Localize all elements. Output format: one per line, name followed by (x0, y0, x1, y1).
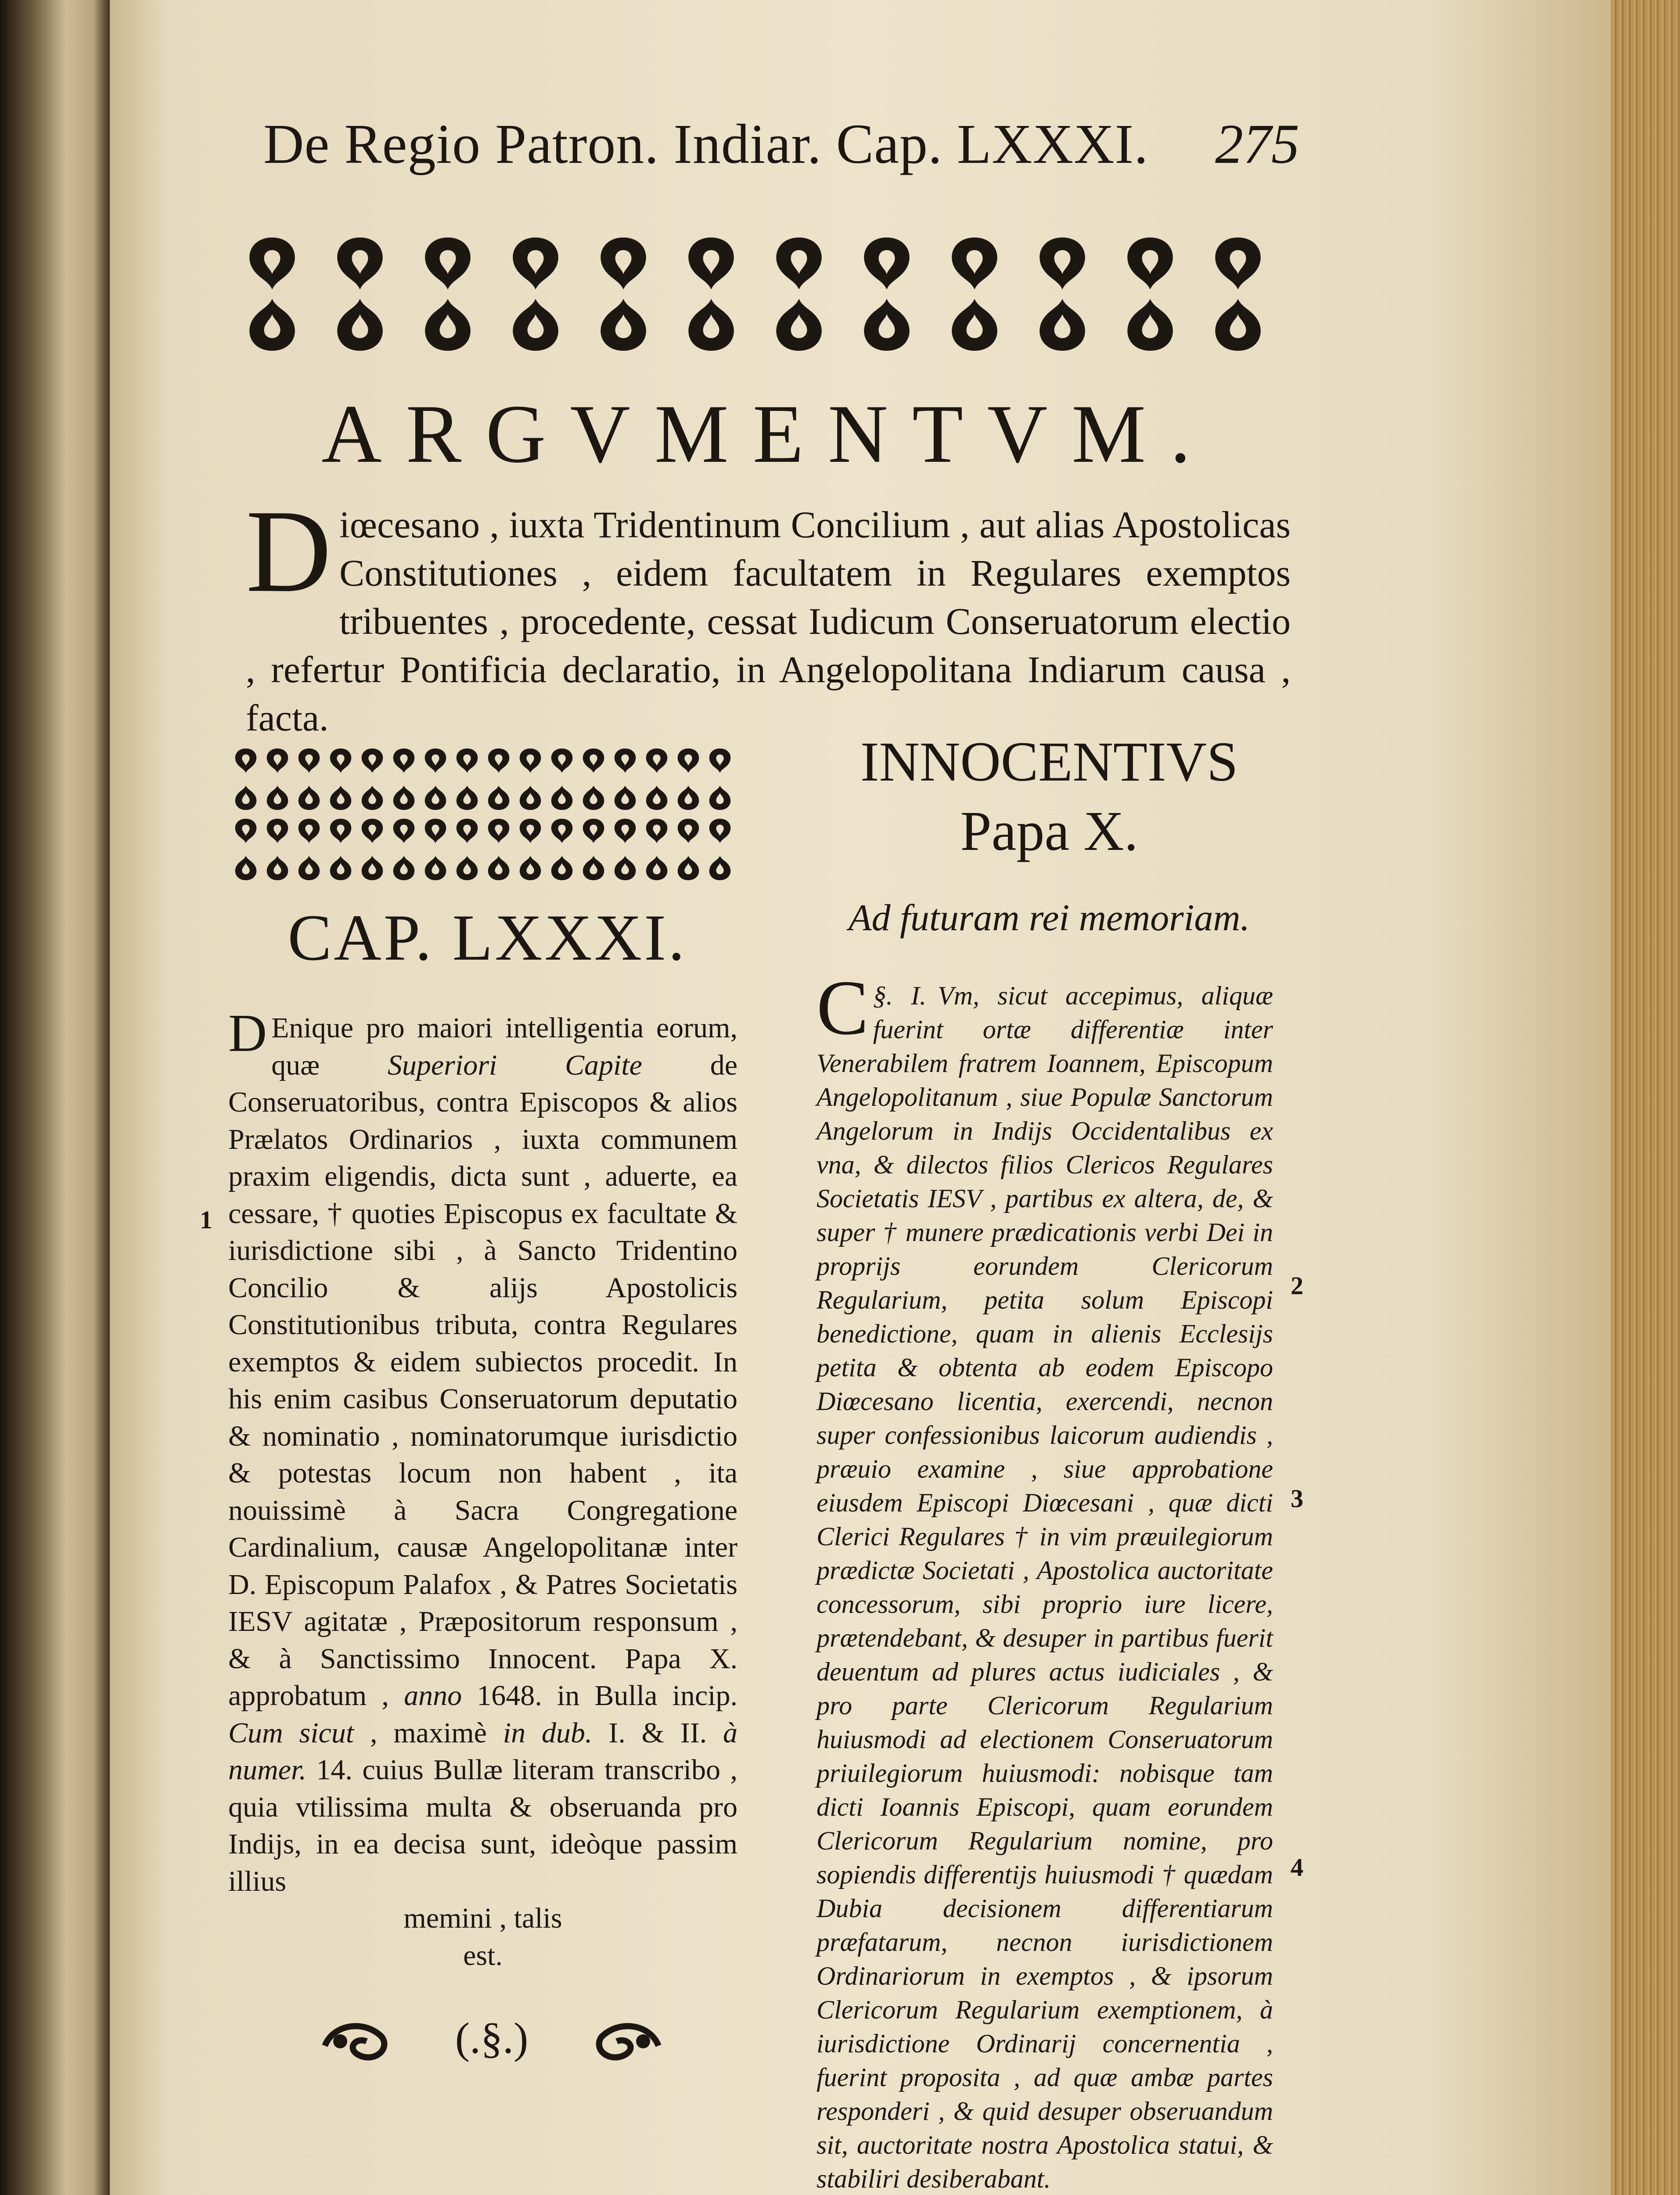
fleuron-icon (1215, 299, 1261, 351)
fleuron-icon (457, 819, 478, 843)
fleuron-icon (393, 856, 415, 881)
bull-formula: Ad futuram rei memoriam. (848, 896, 1250, 939)
running-head: De Regio Patron. Indiar. Cap. LXXXI. (263, 113, 1149, 175)
fleuron-icon (488, 786, 510, 810)
fleuron-icon (513, 237, 558, 289)
fleuron-icon (235, 786, 257, 810)
fleuron-icon (688, 237, 734, 289)
fleuron-icon (235, 856, 257, 881)
margin-note-3: 3 (1291, 1484, 1303, 1513)
fleuron-icon (267, 748, 288, 773)
previous-page-edge (0, 0, 110, 2195)
fleuron-icon (583, 748, 604, 773)
fleuron-icon (551, 819, 573, 843)
fleuron-icon (776, 299, 822, 351)
margin-note-1: 1 (200, 1205, 212, 1234)
fleuron-icon (678, 748, 699, 773)
fleuron-icon (678, 856, 699, 881)
chapter-title: CAP. LXXXI. (288, 901, 687, 974)
fleuron-icon (520, 856, 541, 881)
page-block-edge (1611, 0, 1680, 2195)
fleuron-icon (615, 856, 636, 881)
fleuron-icon (362, 819, 383, 843)
fleuron-icon (646, 786, 668, 810)
fleuron-icon (299, 786, 320, 810)
closing-ornament (316, 2011, 667, 2072)
fleuron-icon (513, 299, 558, 351)
argument-text: iœcesano , iuxta Tridentinum Concilium , aut alias Apostolicas Constitutiones , eidem facultatem in Regulares exemptos tribuentes , procedente, cessat Iudicum Conseruatorum electio , refertur Pontificia declaratio, in Angelopolitana Indiarum causa , facta. (246, 504, 1291, 739)
fleuron-icon (362, 856, 383, 881)
fleuron-icon (249, 299, 295, 351)
chapter-tail-line-1: memini , talis (403, 1902, 562, 1934)
dagger-mark-4: † (1162, 1860, 1176, 1889)
chapter-ornament (228, 742, 737, 887)
fleuron-icon (425, 819, 446, 843)
fleuron-icon (601, 299, 646, 351)
fleuron-icon (551, 856, 573, 881)
fleuron-icon (583, 856, 604, 881)
fleuron-icon (330, 748, 352, 773)
pope-title: Papa X. (960, 800, 1138, 862)
fleuron-icon (362, 786, 383, 810)
argumentum-title: ARGVMENTVM. (321, 388, 1215, 480)
fleuron-icon (425, 856, 446, 881)
fleuron-icon (299, 856, 320, 881)
fleuron-icon (393, 748, 415, 773)
fleuron-icon (337, 299, 383, 351)
fleuron-icon (776, 237, 822, 289)
fleuron-icon (457, 748, 478, 773)
fleuron-icon (267, 786, 288, 810)
fleuron-icon (520, 819, 541, 843)
fleuron-icon (646, 819, 668, 843)
fleuron-icon (425, 786, 446, 810)
fleuron-icon (520, 786, 541, 810)
fleuron-icon (267, 856, 288, 881)
margin-note-4: 4 (1291, 1853, 1303, 1882)
fleuron-icon (709, 819, 731, 843)
fleuron-icon (488, 819, 510, 843)
fleuron-icon (709, 856, 731, 881)
fleuron-icon (615, 819, 636, 843)
chapter-drop-cap: D (228, 1004, 267, 1063)
fleuron-icon (1040, 237, 1085, 289)
fleuron-icon (952, 237, 997, 289)
page-number: 275 (1215, 113, 1299, 175)
fleuron-icon (249, 237, 295, 289)
argument-paragraph (246, 486, 1291, 742)
fleuron-icon (615, 748, 636, 773)
fleuron-icon (864, 299, 910, 351)
fleuron-icon (1127, 299, 1173, 351)
fleuron-icon (864, 237, 910, 289)
dagger-mark-3: † (1014, 1522, 1030, 1551)
fleuron-icon (488, 748, 510, 773)
fleuron-icon (952, 299, 997, 351)
dagger-mark-2: † (883, 1218, 898, 1247)
fleuron-icon (678, 819, 699, 843)
fleuron-icon (615, 786, 636, 810)
margin-note-2: 2 (1291, 1271, 1303, 1300)
fleuron-icon (583, 786, 604, 810)
fleuron-icon (299, 748, 320, 773)
fleuron-icon (235, 748, 257, 773)
fleuron-icon (235, 819, 257, 843)
fleuron-icon (583, 819, 604, 843)
argument-drop-cap: D (246, 486, 331, 617)
fleuron-icon (646, 856, 668, 881)
fleuron-icon (330, 786, 352, 810)
fleuron-icon (457, 856, 478, 881)
chapter-tail-line-2: est. (463, 1939, 503, 1972)
fleuron-icon (709, 786, 731, 810)
fleuron-icon (488, 856, 510, 881)
fleuron-icon (709, 748, 731, 773)
section-1-drop-cap: C (817, 964, 869, 1051)
fleuron-icon (267, 819, 288, 843)
fleuron-icon (1127, 237, 1173, 289)
fleuron-icon (678, 786, 699, 810)
fleuron-icon (330, 819, 352, 843)
fleuron-icon (337, 237, 383, 289)
fleuron-icon (551, 786, 573, 810)
fleuron-icon (520, 748, 541, 773)
fleuron-icon (425, 299, 471, 351)
fleuron-icon (330, 856, 352, 881)
fleuron-icon (393, 786, 415, 810)
fleuron-icon (425, 748, 446, 773)
section-1-label: §. I. (873, 981, 927, 1010)
fleuron-icon (601, 237, 646, 289)
fleuron-icon (688, 299, 734, 351)
fleuron-icon (425, 237, 471, 289)
chapter-text: D Enique pro maiori intelligentia eorum, quæ Superiori Capite de Conseruatoribus, contra Episcopos & alios Prælatos Ordinarios , iuxta communem praxim eligendis, dicta sunt , aduerte, ea cessare, † quoties Episcopus ex facultate & iurisdictione sibi , à Sancto Tridentino Concilio & alijs Apostolicis Constitutionibus tributa, contra Regulares exemptos & eidem subiectos procedit. In his enim casibus Conseruatorum deputatio & nominatio , nominatorumque iurisdictio & potestas locum non habent , ita nouissimè à Sacra Congregatione Cardinalium, causæ Angelopolitanæ inter D. Episcopum Palafox , & Patres Societatis IESV agitatæ , Præpositorum responsum , & à Sanctissimo Innocent. Papa X. approbatum , anno 1648. in Bulla incip. Cum sicut , maximè in dub. I. & II. à numer. 14. cuius Bullæ literam transcribo , quia vtilissima multa & obseruanda pro Indijs, in ea decisa sunt, ideòque passim illius memini , talis est. (228, 1010, 737, 1974)
fleuron-icon (646, 748, 668, 773)
fleuron-icon (362, 748, 383, 773)
fleuron-icon (1215, 237, 1261, 289)
pope-name: INNOCENTIVS (860, 730, 1238, 793)
fleuron-icon (393, 819, 415, 843)
fleuron-icon (299, 819, 320, 843)
fleuron-icon (1040, 299, 1085, 351)
fleuron-icon (551, 748, 573, 773)
closing-mark: (.§.) (455, 2014, 529, 2062)
fleuron-icon (457, 786, 478, 810)
headpiece-ornament (237, 228, 1282, 360)
dagger-mark: † (327, 1197, 343, 1230)
bull-text: §. I. C Vm, sicut accepimus, aliquæ fuerint ortæ differentiæ inter Venerabilem fratrem Ioannem, Episcopum Angelopolitanum , siue Populæ Sanctorum Angelorum in Indijs Occidentalibus ex vna, & dilectos filios Clericos Regulares Societatis IESV , partibus ex altera, de, & super † munere prædicationis verbi Dei in proprijs eorundem Clericorum Regularium, petita solum Episcopi benedictione, quam in alienis Ecclesijs petita & obtenta ab eodem Episcopo Diœcesano licentia, exercendi, necnon super confessionibus laicorum audiendis , præuio examine , siue approbatione eiusdem Episcopi Diœcesani , quæ dicti Clerici Regulares † in vim præuilegiorum prædictæ Societati , Apostolica auctoritate concessorum, sibi proprio iure licere, prætendebant, & desuper in partibus fuerit deuentum ad plures actus iudiciales , & pro parte Clericorum Regularium huiusmodi ad electionem Conseruatorum priuilegiorum huiusmodi: nobisque tam dicti Ioannis Episcopi, quam eorundem Clericorum Regularium nomine, pro sopiendis differentijs huiusmodi † quædam Dubia decisionem differentiarum præfatarum, necnon iurisdictionem Ordinariorum in exemptos , & ipsorum Clericorum Regularium exemptionem, à iurisdictione Ordinarij concernentia , fuerint proposita , ad quæ ambæ partes responderi , & quid desuper obseruandum sit, auctoritate nostra Apostolica statui, & stabiliri desiberabant. (817, 964, 1273, 2193)
